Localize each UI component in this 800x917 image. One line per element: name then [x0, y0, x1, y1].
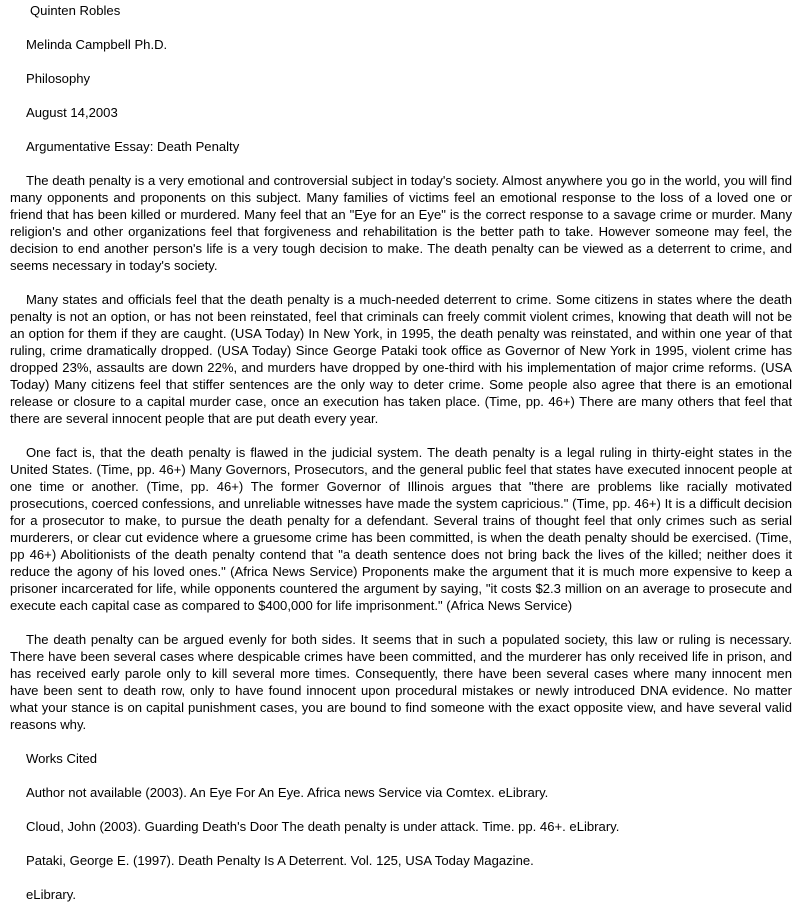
citation-entry-2: Cloud, John (2003). Guarding Death's Door The death penalty is under attack. Time. pp. 46+. eLibrary. — [26, 819, 620, 834]
spacer — [10, 801, 792, 818]
body-paragraph-3: One fact is, that the death penalty is flawed in the judicial system. The death penalty is a legal ruling in thirty-eight states in the United States. (Time, pp. 46+) Many Governors, Prosecutors, and the general public feel that states have executed innocent people at one time or another. (Time, pp. 46+) The former Governor of Illinois argues that "there are problems like racially motivated prosecutions, coerced confessions, and unreliable witnesses have made the system capricious." (Time, pp. 46+) It is a difficult decision for a prosecutor to make, to pursue the death penalty for a defendant. Several trains of thought feel that only crimes such as serial murderers, or clear cut evidence where a gruesome crime has been committed, is when the death penalty should be exercised. (Time, pp 46+) Abolitionists of the death penalty contend that "a death sentence does not bring back the lives of the killed; neither does it reduce the agony of his loved ones." (Africa News Service) Proponents make the argument that it is much more expensive to keep a prisoner incarcerated for life, while opponents countered the argument by saying, "it costs $2.3 million on an average to prosecute and execute each capital case as compared to $400,000 for life imprisonment." (Africa News Service) — [10, 445, 792, 613]
citation-entry-1: Author not available (2003). An Eye For An Eye. Africa news Service via Comtex. eLibrary. — [26, 785, 549, 800]
body-paragraph-4: The death penalty can be argued evenly for both sides. It seems that in such a populated society, this law or ruling is necessary. There have been several cases where despicable crimes have been committed, and the murderer has only received life in prison, and has received early parole only to kill several more times. Consequently, there have been several cases where many innocent men have been sent to death row, only to have found innocent upon procedural mistakes or newly introduced DNA evidence. No matter what your stance is on capital punishment cases, you are bound to find someone with the exact opposite view, and have several valid reasons why. — [10, 632, 792, 732]
essay-title: Argumentative Essay: Death Penalty — [26, 139, 240, 154]
spacer — [10, 87, 792, 104]
spacer — [10, 155, 792, 172]
spacer — [10, 733, 792, 750]
works-cited-heading: Works Cited — [26, 751, 98, 766]
course-name: Philosophy — [26, 71, 91, 86]
citation-entry-4: eLibrary. — [26, 887, 76, 902]
spacer — [10, 274, 792, 291]
spacer — [10, 53, 792, 70]
spacer — [10, 767, 792, 784]
spacer — [10, 869, 792, 886]
instructor-name: Melinda Campbell Ph.D. — [26, 37, 168, 52]
body-paragraph-2: Many states and officials feel that the death penalty is a much-needed deterrent to crime. Some citizens in states where the death penalty is not an option, or has not been reinstated, feel that criminals can freely commit violent crimes, knowing that death will not be an option for them if they are caught. (USA Today) In New York, in 1995, the death penalty was reinstated, and within one year of that ruling, crime dramatically dropped. (USA Today) Since George Pataki took office as Governor of New York in 1995, violent crime has dropped 23%, assaults are down 22%, and murders have dropped by one-third with his implementation of major crime reforms. (USA Today) Many citizens feel that stiffer sentences are the only way to deter crime. Some people also agree that there is an emotional release or closure to a capital murder case, once an execution has taken place. (Time, pp. 46+) There are many others that feel that there are several innocent people that are put death every year. — [10, 292, 792, 426]
essay-document — [10, 2, 792, 903]
essay-date: August 14,2003 — [26, 105, 118, 120]
spacer — [10, 427, 792, 444]
spacer — [10, 121, 792, 138]
author-name: Quinten Robles — [30, 3, 121, 18]
spacer — [10, 835, 792, 852]
spacer — [10, 19, 792, 36]
spacer — [10, 614, 792, 631]
citation-entry-3: Pataki, George E. (1997). Death Penalty Is A Deterrent. Vol. 125, USA Today Magazine. — [26, 853, 534, 868]
body-paragraph-1: The death penalty is a very emotional and controversial subject in today's society. Almost anywhere you go in the world, you will find many opponents and proponents on this subject. Many families of victims feel an emotional response to the loss of a loved one or friend that has been killed or murdered. Many feel that an "Eye for an Eye" is the correct response to a savage crime or murder. Many religion's and other organizations feel that forgiveness and rehabilitation is the better path to take. However someone may feel, the decision to end another person's life is a very tough decision to make. The death penalty can be viewed as a deterrent to crime, and seems necessary in today's society. — [10, 173, 792, 273]
